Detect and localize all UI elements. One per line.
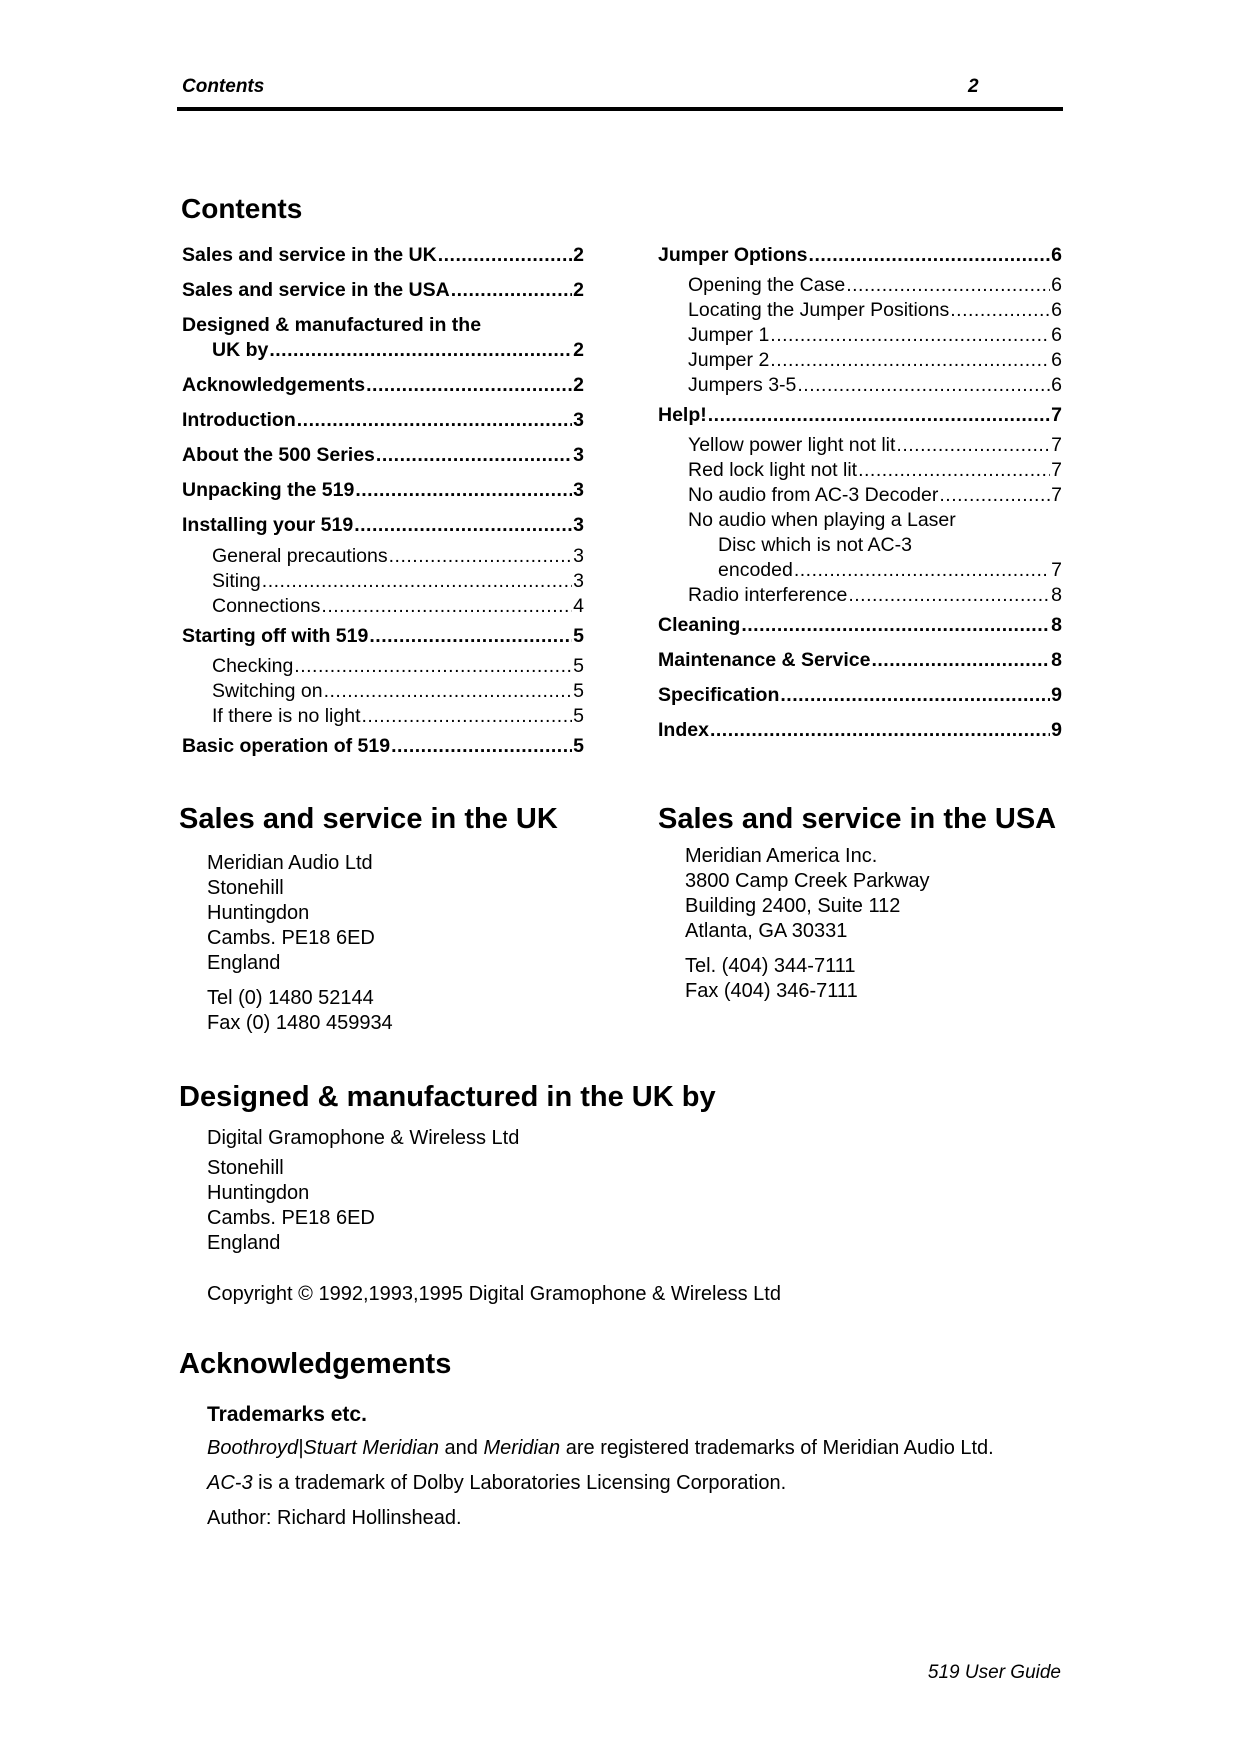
toc-entry[interactable]: About the 500 Series ..... 3 (182, 446, 584, 466)
toc-entry[interactable]: Starting off with 519 ..... 5 (182, 627, 584, 647)
toc-subentry[interactable]: encoded ..... 7 (718, 561, 1062, 581)
toc-entry-line1[interactable]: Designed & manufactured in the (182, 314, 482, 336)
address-line: Huntingdon (207, 1182, 310, 1204)
address-line: England (207, 952, 281, 974)
toc-entry[interactable]: Acknowledgements ..... 2 (182, 376, 584, 396)
toc-entry[interactable]: Jumper Options ..... 6 (658, 246, 1062, 266)
toc-subentry[interactable]: Red lock light not lit ..... 7 (688, 461, 1062, 481)
toc-subentry-line2[interactable]: Disc which is not AC-3 (718, 534, 912, 556)
toc-entry[interactable]: Sales and service in the USA ..... 2 (182, 281, 584, 301)
trademark-line-1: Boothroyd|Stuart Meridian and Meridian are registered trademarks of Meridian Audio Ltd. (207, 1437, 994, 1459)
trademark-line-2: AC-3 is a trademark of Dolby Laboratories Licensing Corporation. (207, 1472, 787, 1494)
toc-entry[interactable]: Cleaning ..... 8 (658, 616, 1062, 636)
sales-uk-heading: Sales and service in the UK (179, 803, 558, 835)
toc-subentry-line1[interactable]: No audio when playing a Laser (688, 509, 956, 531)
running-header-section: Contents (182, 76, 265, 97)
toc-subentry[interactable]: Yellow power light not lit ..... 7 (688, 436, 1062, 456)
toc-subentry[interactable]: If there is no light ..... 5 (212, 707, 584, 727)
toc-entry[interactable]: Sales and service in the UK ..... 2 (182, 246, 584, 266)
address-line: Atlanta, GA 30331 (685, 920, 848, 942)
uk-telephone: Tel (0) 1480 52144 (207, 987, 374, 1009)
uk-fax: Fax (0) 1480 459934 (207, 1012, 393, 1034)
toc-subentry[interactable]: Jumpers 3-5 ..... 6 (688, 376, 1062, 396)
contents-title: Contents (181, 193, 303, 224)
toc-entry[interactable]: Help! ..... 7 (658, 406, 1062, 426)
address-line: Meridian America Inc. (685, 845, 878, 867)
toc-entry[interactable]: Specification ..... 9 (658, 686, 1062, 706)
running-header-page-number: 2 (968, 76, 979, 97)
address-line: Meridian Audio Ltd (207, 852, 373, 874)
toc-subentry[interactable]: Switching on ..... 5 (212, 682, 584, 702)
toc-subentry[interactable]: No audio from AC-3 Decoder ..... 7 (688, 486, 1062, 506)
toc-entry[interactable]: Introduction ..... 3 (182, 411, 584, 431)
toc-subentry[interactable]: Radio interference ..... 8 (688, 586, 1062, 606)
toc-entry[interactable]: Maintenance & Service ..... 8 (658, 651, 1062, 671)
toc-subentry[interactable]: Checking ..... 5 (212, 657, 584, 677)
usa-fax: Fax (404) 346-7111 (685, 980, 858, 1002)
toc-subentry[interactable]: Locating the Jumper Positions ..... 6 (688, 301, 1062, 321)
toc-subentry[interactable]: Jumper 1 ..... 6 (688, 326, 1062, 346)
author-line: Author: Richard Hollinshead. (207, 1507, 462, 1529)
trademarks-subheading: Trademarks etc. (207, 1403, 367, 1426)
toc-subentry[interactable]: Opening the Case ..... 6 (688, 276, 1062, 296)
toc-entry[interactable]: UK by ..... 2 (212, 341, 584, 361)
toc-entry[interactable]: Unpacking the 519 ..... 3 (182, 481, 584, 501)
toc-subentry[interactable]: Jumper 2 ..... 6 (688, 351, 1062, 371)
address-line: 3800 Camp Creek Parkway (685, 870, 930, 892)
toc-entry[interactable]: Installing your 519 ..... 3 (182, 516, 584, 536)
designed-heading: Designed & manufactured in the UK by (179, 1081, 716, 1113)
toc-subentry[interactable]: Siting ..... 3 (212, 572, 584, 592)
sales-usa-heading: Sales and service in the USA (658, 803, 1057, 835)
address-line: Stonehill (207, 877, 284, 899)
usa-telephone: Tel. (404) 344-7111 (685, 955, 856, 977)
address-line: England (207, 1232, 281, 1254)
toc-entry[interactable]: Index ..... 9 (658, 721, 1062, 741)
acknowledgements-heading: Acknowledgements (179, 1348, 452, 1380)
address-line: Stonehill (207, 1157, 284, 1179)
address-line: Huntingdon (207, 902, 310, 924)
copyright-notice: Copyright © 1992,1993,1995 Digital Gramophone & Wireless Ltd (207, 1283, 781, 1305)
toc-subentry[interactable]: General precautions ..... 3 (212, 547, 584, 567)
address-line: Building 2400, Suite 112 (685, 895, 901, 917)
page-footer: 519 User Guide (927, 1662, 1061, 1683)
address-line: Cambs. PE18 6ED (207, 927, 375, 949)
header-rule (177, 107, 1063, 111)
toc-subentry[interactable]: Connections ..... 4 (212, 597, 584, 617)
company-name: Digital Gramophone & Wireless Ltd (207, 1127, 520, 1149)
toc-entry[interactable]: Basic operation of 519 ..... 5 (182, 737, 584, 757)
address-line: Cambs. PE18 6ED (207, 1207, 375, 1229)
